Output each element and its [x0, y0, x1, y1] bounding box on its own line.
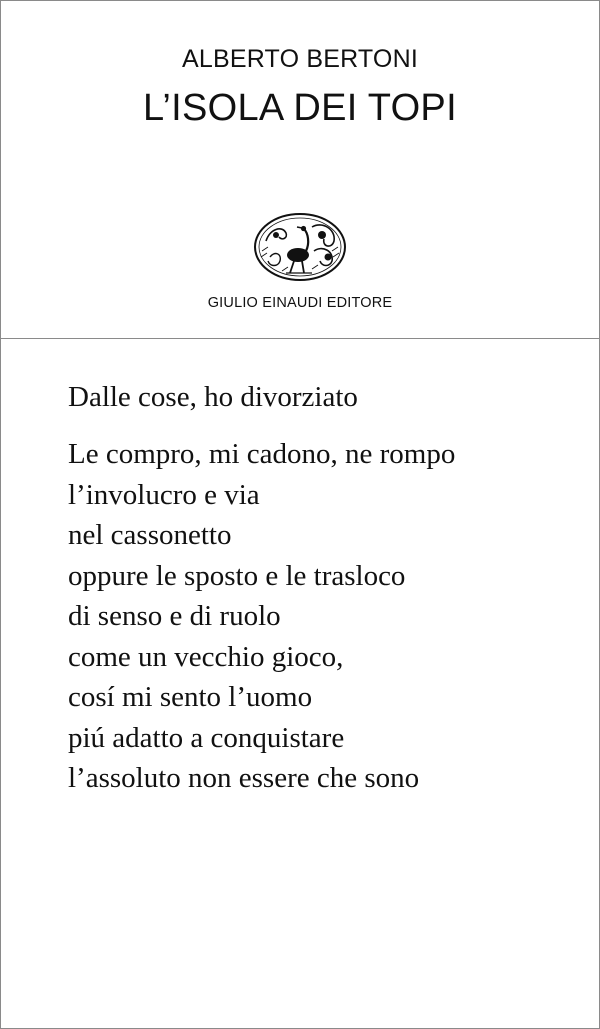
poem-line: Le compro, mi cadono, ne rompo: [68, 438, 456, 470]
cover-divider: [1, 338, 599, 339]
poem-line: nel cassonetto: [68, 519, 232, 551]
poem-line: oppure le sposto e le trasloco: [68, 559, 406, 592]
cover-header: [1, 1, 599, 338]
poem-excerpt: [68, 377, 588, 799]
author-name: ALBERTO BERTONI: [182, 45, 418, 73]
poem-line: piú adatto a conquistare: [68, 721, 345, 754]
poem-title: Dalle cose, ho divorziato: [68, 381, 358, 413]
poem-line: l’assoluto non essere che sono: [68, 762, 420, 794]
poem-line: l’involucro e via: [68, 478, 260, 511]
publisher-name: GIULIO EINAUDI EDITORE: [207, 295, 393, 311]
poem-line: come un vecchio gioco,: [68, 640, 344, 673]
poem-line: di senso e di ruolo: [68, 600, 281, 632]
poem-line: cosí mi sento l’uomo: [68, 681, 313, 713]
ostrich-emblem-icon: [252, 211, 348, 283]
book-title: L’ISOLA DEI TOPI: [143, 87, 457, 129]
